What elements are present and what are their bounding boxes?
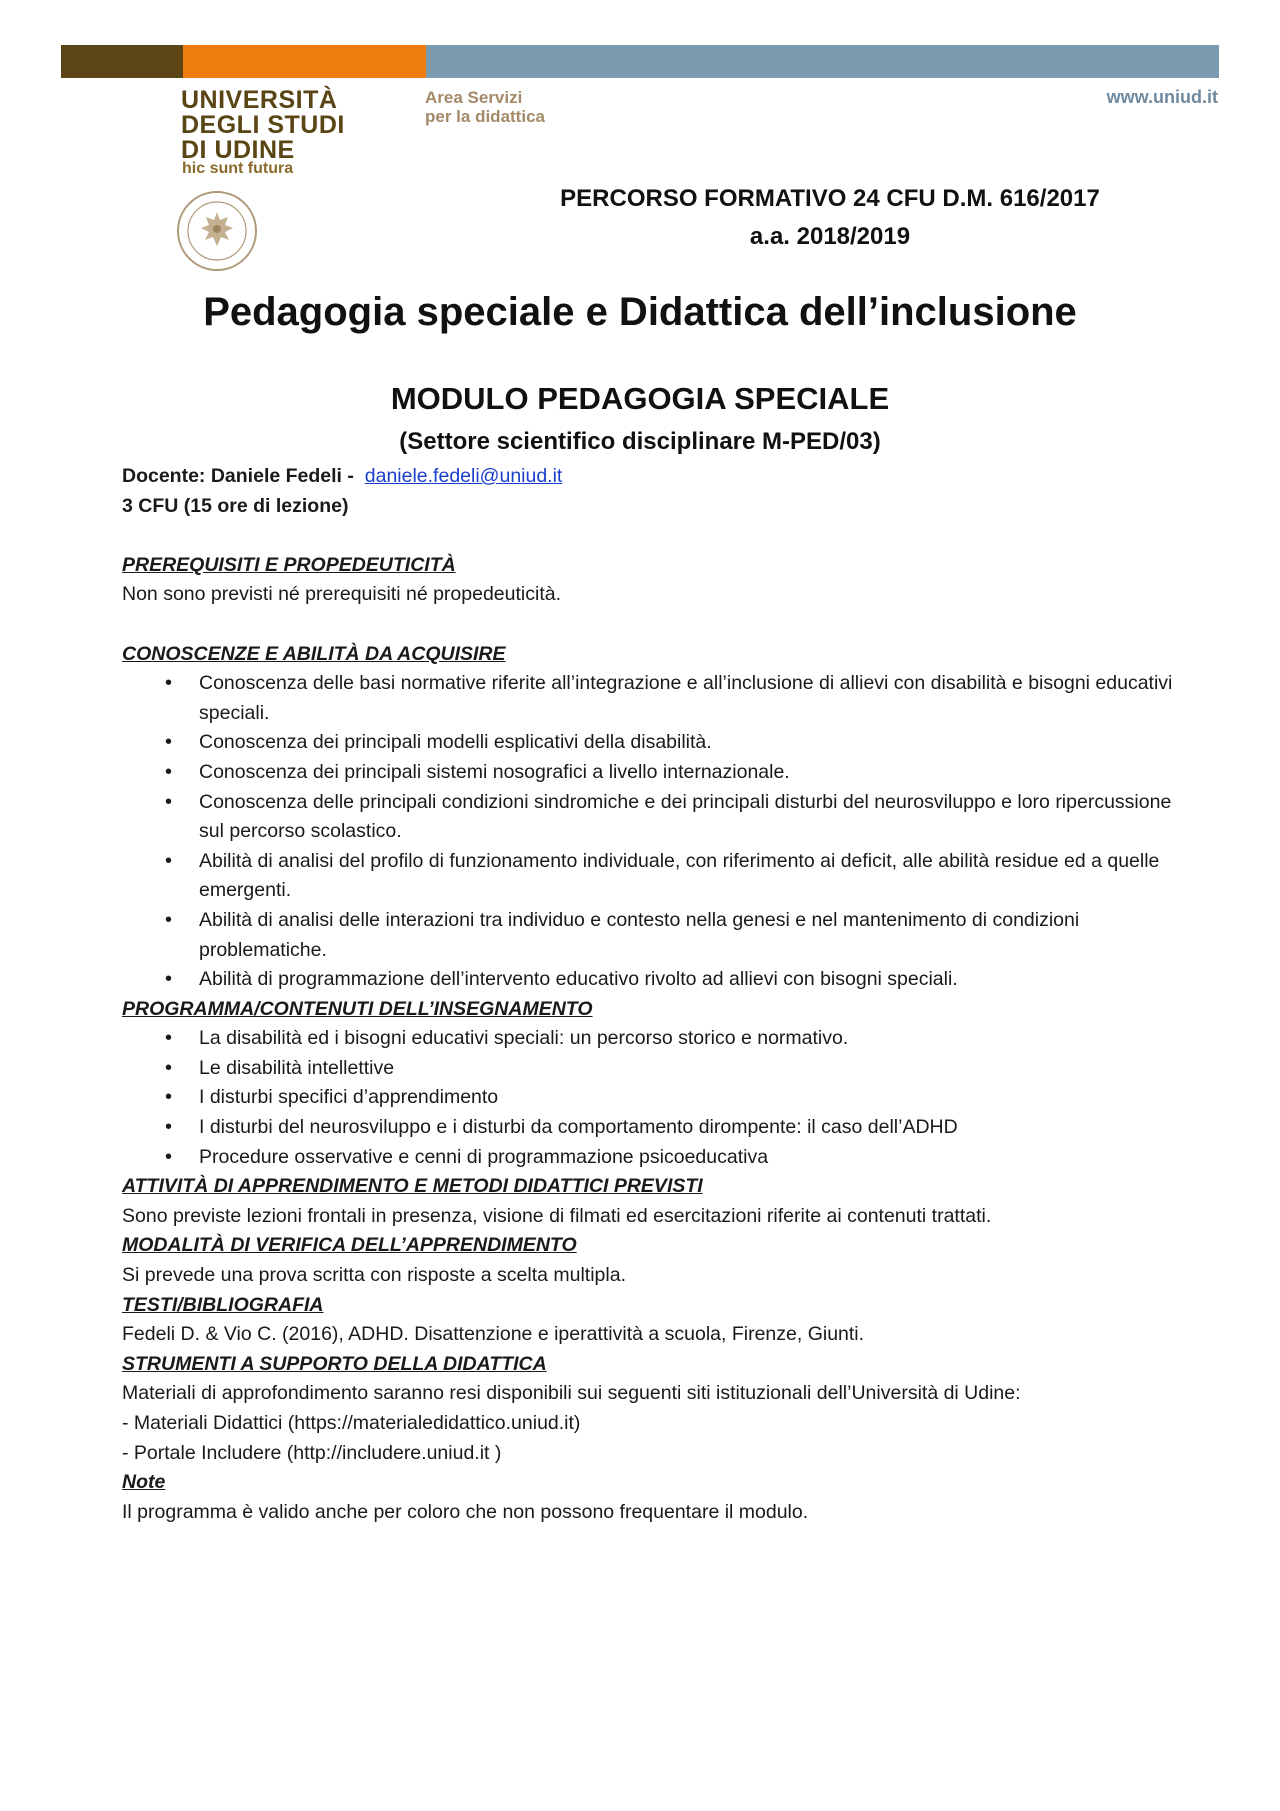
course-header bbox=[480, 180, 1180, 256]
list-item: • Abilità di analisi del profilo di funzionamento individuale, con riferimento ai deficit, alle abilità residue ed a quelle emergenti. bbox=[122, 847, 1182, 906]
section-heading-conoscenze: CONOSCENZE E ABILITÀ DA ACQUISIRE bbox=[122, 642, 506, 665]
strumenti-link-includere: - Portale Includere (http://includere.uniud.it ) bbox=[122, 1441, 502, 1464]
logo-line: DI UDINE bbox=[181, 136, 295, 164]
list-item: • Abilità di programmazione dell’intervento educativo rivolto ad allievi con bisogni speciali. bbox=[122, 965, 1182, 995]
university-logo-text bbox=[181, 88, 345, 163]
band-orange-segment bbox=[183, 45, 426, 78]
course-line: PERCORSO FORMATIVO 24 CFU D.M. 616/2017 bbox=[560, 185, 1100, 212]
page-title: Pedagogia speciale e Didattica dell’inclusione bbox=[203, 290, 1077, 334]
list-item: • I disturbi specifici d’apprendimento bbox=[122, 1083, 1182, 1113]
module-title: MODULO PEDAGOGIA SPECIALE bbox=[390, 381, 890, 416]
section-heading-testi: TESTI/BIBLIOGRAFIA bbox=[122, 1293, 324, 1316]
header-color-band bbox=[61, 45, 1219, 78]
website-url: www.uniud.it bbox=[1106, 87, 1218, 107]
area-servizi-label bbox=[425, 88, 545, 126]
list-item: • Conoscenza delle principali condizioni sindromiche e dei principali disturbi del neurosviluppo e loro ripercussione sul percorso scolastico. bbox=[122, 788, 1182, 847]
list-item: • Abilità di analisi delle interazioni tra individuo e contesto nella genesi e nel mantenimento di condizioni problematiche. bbox=[122, 906, 1182, 965]
section-heading-programma: PROGRAMMA/CONTENUTI DELL’INSEGNAMENTO bbox=[122, 997, 593, 1020]
docente-line bbox=[122, 462, 1182, 492]
section-heading-strumenti: STRUMENTI A SUPPORTO DELLA DIDATTICA bbox=[122, 1352, 547, 1375]
docente-separator: - bbox=[341, 465, 360, 487]
document-body bbox=[122, 462, 1182, 1527]
logo-line: UNIVERSITÀ bbox=[181, 86, 338, 114]
area-line: Area Servizi bbox=[425, 88, 523, 107]
module-subtitle: (Settore scientifico disciplinare M-PED/03) bbox=[399, 428, 881, 455]
programma-list bbox=[122, 1024, 1182, 1172]
list-item: • Conoscenza dei principali sistemi nosografici a livello internazionale. bbox=[122, 758, 1182, 788]
university-motto: hic sunt futura bbox=[182, 160, 294, 177]
academic-year: a.a. 2018/2019 bbox=[749, 223, 911, 250]
section-heading-attivita: ATTIVITÀ DI APPRENDIMENTO E METODI DIDATTICI PREVISTI bbox=[122, 1175, 703, 1198]
list-item: • Le disabilità intellettive bbox=[122, 1054, 1182, 1084]
cfu-line: 3 CFU (15 ore di lezione) bbox=[122, 494, 349, 517]
area-line: per la didattica bbox=[425, 107, 545, 126]
verifica-text: Si prevede una prova scritta con risposte a scelta multipla. bbox=[122, 1264, 627, 1287]
docente-email-link[interactable]: daniele.fedeli@uniud.it bbox=[364, 465, 563, 487]
section-heading-prerequisiti: PREREQUISITI E PROPEDEUTICITÀ bbox=[122, 553, 456, 576]
list-item: • Procedure osservative e cenni di programmazione psicoeducativa bbox=[122, 1143, 1182, 1173]
band-blue-segment bbox=[426, 45, 1219, 78]
strumenti-text: Materiali di approfondimento saranno resi disponibili sui seguenti siti istituzionali dell’Università di Udine: bbox=[122, 1382, 1021, 1405]
testi-text: Fedeli D. & Vio C. (2016), ADHD. Disattenzione e iperattività a scuola, Firenze, Giunti. bbox=[122, 1323, 865, 1346]
list-item: • I disturbi del neurosviluppo e i disturbi da comportamento dirompente: il caso dell’ADHD bbox=[122, 1113, 1182, 1143]
note-text: Il programma è valido anche per coloro che non possono frequentare il modulo. bbox=[122, 1500, 809, 1523]
strumenti-link-materiali: - Materiali Didattici (https://materialedidattico.uniud.it) bbox=[122, 1412, 581, 1434]
section-heading-verifica: MODALITÀ DI VERIFICA DELL’APPRENDIMENTO bbox=[122, 1234, 577, 1257]
list-item: • Conoscenza dei principali modelli esplicativi della disabilità. bbox=[122, 728, 1182, 758]
logo-line: DEGLI STUDI bbox=[181, 111, 345, 139]
section-heading-note: Note bbox=[122, 1471, 166, 1494]
conoscenze-list bbox=[122, 669, 1182, 995]
list-item: • Conoscenza delle basi normative riferite all’integrazione e all’inclusione di allievi con disabilità e bisogni educativi speciali. bbox=[122, 669, 1182, 728]
docente-label: Docente: Daniele Fedeli bbox=[122, 465, 342, 487]
list-item: • La disabilità ed i bisogni educativi speciali: un percorso storico e normativo. bbox=[122, 1024, 1182, 1054]
attivita-text: Sono previste lezioni frontali in presenza, visione di filmati ed esercitazioni riferite ai contenuti trattati. bbox=[122, 1204, 992, 1227]
university-seal-icon bbox=[176, 190, 258, 272]
prerequisiti-text: Non sono previsti né prerequisiti né propedeuticità. bbox=[122, 583, 562, 606]
band-brown-segment bbox=[61, 45, 183, 78]
